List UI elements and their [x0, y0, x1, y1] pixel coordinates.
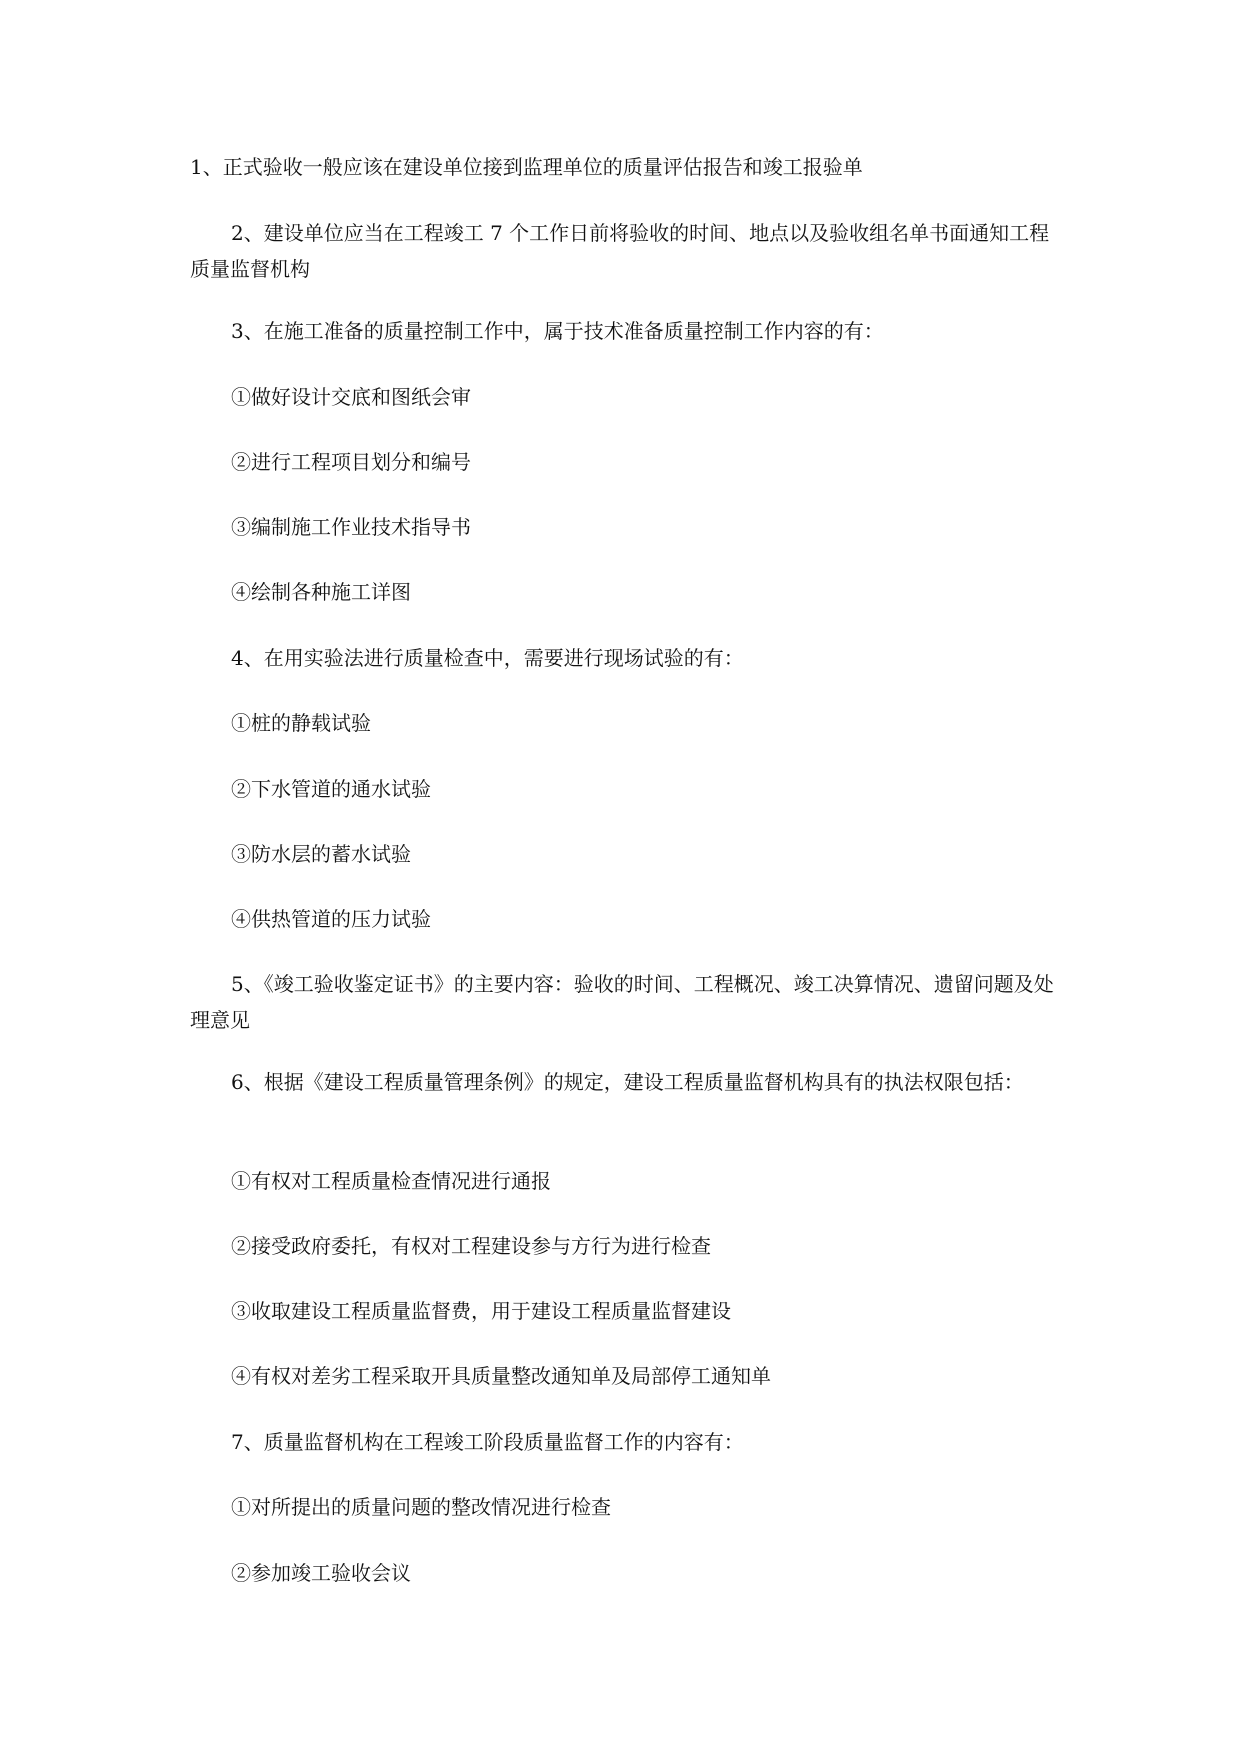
paragraph-3: 3、在施工准备的质量控制工作中，属于技术准备质量控制工作内容的有： [231, 319, 884, 343]
list-item-4-4: ④供热管道的压力试验 [231, 907, 431, 931]
list-item-7-1: ①对所提出的质量问题的整改情况进行检查 [231, 1495, 611, 1519]
list-item-7-2: ②参加竣工验收会议 [231, 1561, 411, 1585]
list-item-3-4: ④绘制各种施工详图 [231, 580, 411, 604]
list-item-4-3: ③防水层的蓄水试验 [231, 842, 411, 866]
list-item-3-3: ③编制施工作业技术指导书 [231, 515, 471, 539]
paragraph-4: 4、在用实验法进行质量检查中，需要进行现场试验的有： [231, 646, 744, 670]
list-item-6-2: ②接受政府委托，有权对工程建设参与方行为进行检查 [231, 1234, 711, 1258]
list-item-4-2: ②下水管道的通水试验 [231, 777, 431, 801]
paragraph-7: 7、质量监督机构在工程竣工阶段质量监督工作的内容有： [231, 1430, 744, 1454]
list-item-3-2: ②进行工程项目划分和编号 [231, 450, 471, 474]
paragraph-5: 5、《竣工验收鉴定证书》的主要内容：验收的时间、工程概况、竣工决算情况、遗留问题及处理意见 [190, 972, 1054, 1032]
list-item-6-3: ③收取建设工程质量监督费，用于建设工程质量监督建设 [231, 1299, 731, 1323]
list-item-6-1: ①有权对工程质量检查情况进行通报 [231, 1169, 551, 1193]
list-item-6-4: ④有权对差劣工程采取开具质量整改通知单及局部停工通知单 [231, 1364, 771, 1388]
list-item-4-1: ①桩的静载试验 [231, 711, 371, 735]
list-item-3-1: ①做好设计交底和图纸会审 [231, 385, 471, 409]
paragraph-2: 2、建设单位应当在工程竣工 7 个工作日前将验收的时间、地点以及验收组名单书面通知工程质量监督机构 [190, 221, 1050, 281]
paragraph-6: 6、根据《建设工程质量管理条例》的规定，建设工程质量监督机构具有的执法权限包括： [231, 1070, 1024, 1094]
paragraph-1: 1、正式验收一般应该在建设单位接到监理单位的质量评估报告和竣工报验单 [190, 155, 863, 179]
